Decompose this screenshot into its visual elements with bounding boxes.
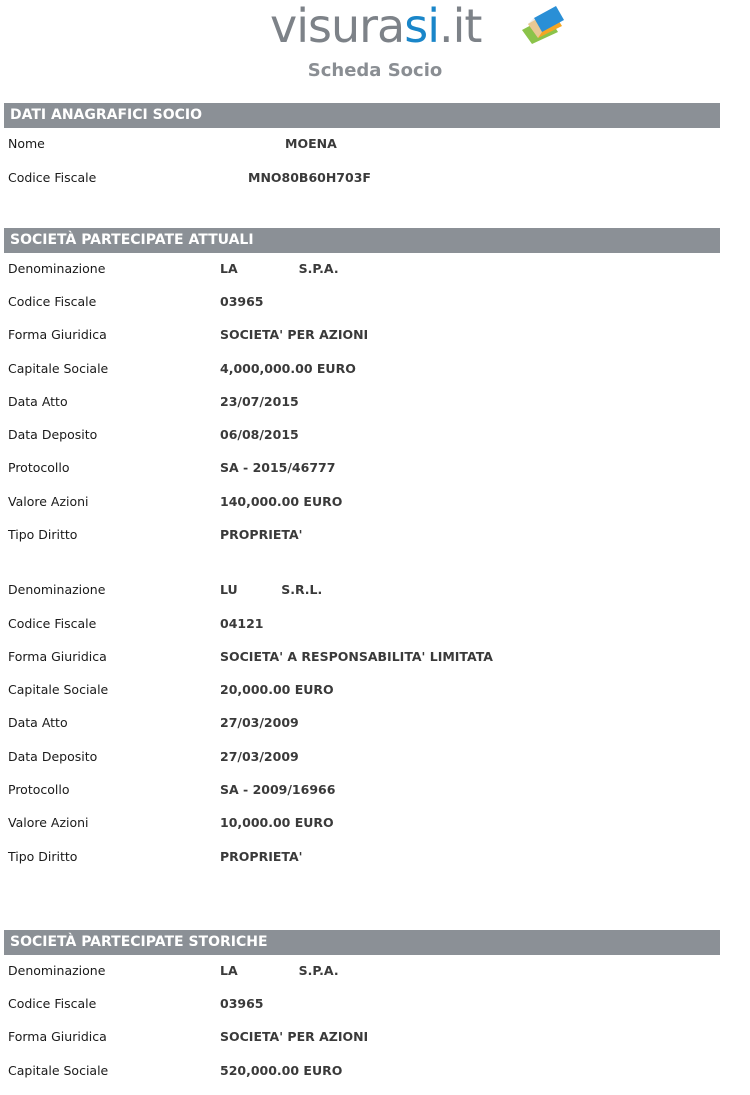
- document-title: Scheda Socio: [307, 60, 443, 81]
- field-row-tipo-diritto: [8, 847, 720, 867]
- field-value: 04121: [220, 616, 264, 631]
- field-value: SOCIETA' A RESPONSABILITA' LIMITATA: [220, 649, 493, 664]
- field-value: 140,000.00 EURO: [220, 494, 343, 509]
- folded-papers-icon: [518, 6, 566, 46]
- field-row-tipo-diritto: [8, 525, 720, 545]
- field-value: SOCIETA' PER AZIONI: [220, 1029, 369, 1044]
- field-label: Denominazione: [8, 963, 106, 978]
- field-value: 20,000.00 EURO: [220, 682, 334, 697]
- field-label: Capitale Sociale: [8, 682, 109, 697]
- field-label: Nome: [8, 136, 45, 151]
- field-label: Data Atto: [8, 394, 68, 409]
- field-label: Valore Azioni: [8, 815, 89, 830]
- field-value: LA S.P.A.: [220, 963, 339, 978]
- logo-text-it: .it: [438, 0, 482, 53]
- field-label: Tipo Diritto: [8, 527, 78, 542]
- field-label: Denominazione: [8, 261, 106, 276]
- field-row-capitale-sociale: [8, 1061, 720, 1081]
- field-row-codice-fiscale: [8, 168, 720, 188]
- field-label: Protocollo: [8, 460, 70, 475]
- field-label: Capitale Sociale: [8, 1063, 109, 1078]
- field-value: SA - 2015/46777: [220, 460, 336, 475]
- field-value: SOCIETA' PER AZIONI: [220, 327, 369, 342]
- field-row-forma-giuridica: [8, 325, 720, 345]
- field-row-denominazione: [8, 961, 720, 981]
- field-label: Denominazione: [8, 582, 106, 597]
- field-row-data-atto: [8, 713, 720, 733]
- field-label: Forma Giuridica: [8, 649, 107, 664]
- field-label: Data Atto: [8, 715, 68, 730]
- field-value: SA - 2009/16966: [220, 782, 336, 797]
- field-value: LA S.P.A.: [220, 261, 339, 276]
- field-row-data-deposito: [8, 425, 720, 445]
- field-row-codice-fiscale: [8, 614, 720, 634]
- field-value: 23/07/2015: [220, 394, 299, 409]
- field-row-denominazione: [8, 259, 720, 279]
- field-label: Codice Fiscale: [8, 170, 97, 185]
- logo-text-visura: visura: [270, 0, 405, 53]
- field-value: PROPRIETA': [220, 849, 303, 864]
- field-label: Data Deposito: [8, 427, 98, 442]
- field-label: Codice Fiscale: [8, 616, 97, 631]
- field-row-valore-azioni: [8, 492, 720, 512]
- field-value: 27/03/2009: [220, 715, 299, 730]
- field-value: 27/03/2009: [220, 749, 299, 764]
- field-value: MOENA: [285, 136, 337, 151]
- visurasi-logo: [270, 0, 570, 53]
- field-label: Codice Fiscale: [8, 996, 97, 1011]
- field-row-codice-fiscale: [8, 994, 720, 1014]
- field-row-valore-azioni: [8, 813, 720, 833]
- field-row-protocollo: [8, 458, 720, 478]
- field-value: 03965: [220, 996, 264, 1011]
- field-row-denominazione: [8, 580, 720, 600]
- field-row-forma-giuridica: [8, 1027, 720, 1047]
- field-label: Data Deposito: [8, 749, 98, 764]
- field-value: 4,000,000.00 EURO: [220, 361, 356, 376]
- field-row-codice-fiscale: [8, 292, 720, 312]
- field-row-data-atto: [8, 392, 720, 412]
- field-value: LU S.R.L.: [220, 582, 323, 597]
- field-row-nome: [8, 134, 720, 154]
- field-row-data-deposito: [8, 747, 720, 767]
- field-value: 06/08/2015: [220, 427, 299, 442]
- field-row-capitale-sociale: [8, 359, 720, 379]
- section-header-dati-anagrafici: DATI ANAGRAFICI SOCIO: [4, 103, 720, 128]
- field-value: 520,000.00 EURO: [220, 1063, 343, 1078]
- field-row-capitale-sociale: [8, 680, 720, 700]
- field-label: Protocollo: [8, 782, 70, 797]
- field-label: Forma Giuridica: [8, 1029, 107, 1044]
- field-row-forma-giuridica: [8, 647, 720, 667]
- field-value: 10,000.00 EURO: [220, 815, 334, 830]
- field-value: MNO80B60H703F: [248, 170, 371, 185]
- field-label: Tipo Diritto: [8, 849, 78, 864]
- field-label: Forma Giuridica: [8, 327, 107, 342]
- field-value: PROPRIETA': [220, 527, 303, 542]
- section-header-partecipate-attuali: SOCIETÀ PARTECIPATE ATTUALI: [4, 228, 720, 253]
- field-label: Codice Fiscale: [8, 294, 97, 309]
- field-label: Valore Azioni: [8, 494, 89, 509]
- field-row-protocollo: [8, 780, 720, 800]
- logo-wordmark: [270, 0, 481, 54]
- logo-text-si: si: [404, 0, 439, 53]
- field-value: 03965: [220, 294, 264, 309]
- field-label: Capitale Sociale: [8, 361, 109, 376]
- section-header-partecipate-storiche: SOCIETÀ PARTECIPATE STORICHE: [4, 930, 720, 955]
